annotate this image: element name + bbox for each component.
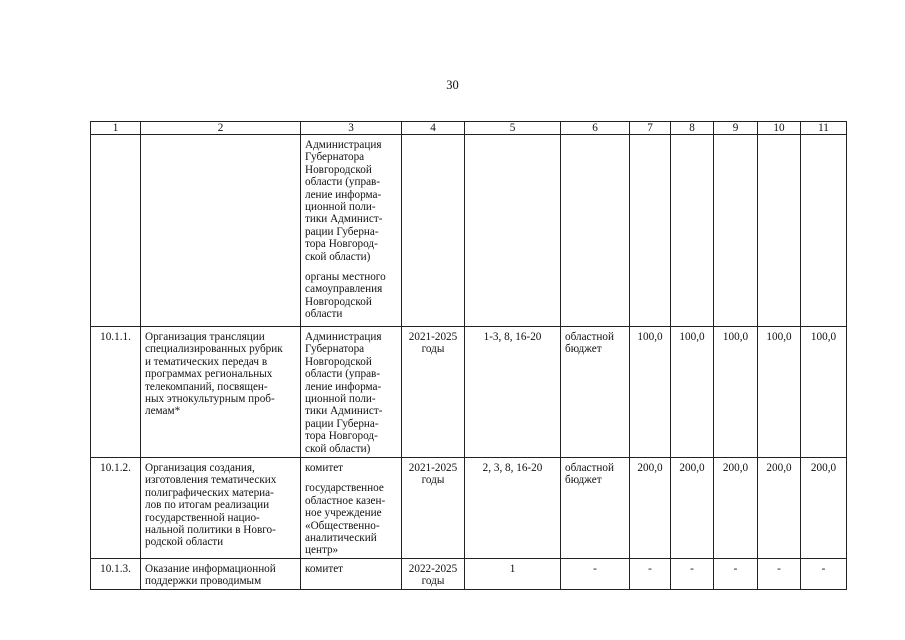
cell-period: 2021-2025 годы	[402, 458, 465, 559]
cell-targets: 1	[465, 558, 561, 589]
table-row-continuation	[91, 135, 847, 327]
cell-y2024: -	[758, 558, 801, 589]
cell-y2021: 200,0	[630, 458, 671, 559]
header-cell-5: 5	[465, 122, 561, 135]
cell-y2024	[758, 135, 801, 327]
cell-y2025: -	[801, 558, 847, 589]
cell-period	[402, 135, 465, 327]
cell-num: 10.1.1.	[91, 327, 141, 458]
header-cell-7: 7	[630, 122, 671, 135]
cell-activity	[141, 135, 301, 327]
cell-num: 10.1.3.	[91, 558, 141, 589]
cell-source	[561, 135, 630, 327]
executor-text: органы местного самоуправления Новгородской области	[305, 271, 386, 321]
cell-activity: Организация создания, изготовления тематических полиграфических материа- лов по итогам реализации государственной нацио- нальной политики в Новго- родской области	[141, 458, 301, 559]
header-cell-8: 8	[671, 122, 714, 135]
executor-text: комитет	[305, 562, 344, 575]
cell-y2023	[714, 135, 758, 327]
cell-period: 2022-2025 годы	[402, 558, 465, 589]
cell-executors	[301, 135, 402, 327]
header-cell-6: 6	[561, 122, 630, 135]
header-cell-10: 10	[758, 122, 801, 135]
cell-y2021: 100,0	[630, 327, 671, 458]
cell-y2025: 100,0	[801, 327, 847, 458]
header-row	[91, 122, 847, 135]
cell-y2025: 200,0	[801, 458, 847, 559]
cell-targets: 2, 3, 8, 16-20	[465, 458, 561, 559]
cell-period: 2021-2025 годы	[402, 327, 465, 458]
cell-y2023: 200,0	[714, 458, 758, 559]
header-cell-4: 4	[402, 122, 465, 135]
executor-text: Администрация Губернатора Новгородской области (управ- ление информа- ционной поли- тики Админист- рации Губерна- тора Новгород- ской области)	[305, 331, 383, 455]
cell-num	[91, 135, 141, 327]
table-row	[91, 327, 847, 458]
cell-y2021	[630, 135, 671, 327]
header-cell-9: 9	[714, 122, 758, 135]
cell-source: областной бюджет	[561, 458, 630, 559]
cell-executors	[301, 458, 402, 559]
cell-source: -	[561, 558, 630, 589]
cell-activity: Организация трансляции специализированных рубрик и тематических передач в программах региональных телекомпаний, посвящен- ных этнокультурным проб- лемам*	[141, 327, 301, 458]
cell-y2025	[801, 135, 847, 327]
cell-y2024: 100,0	[758, 327, 801, 458]
cell-activity: Оказание информационной поддержки проводимым	[141, 558, 301, 589]
program-activities-table	[90, 121, 847, 590]
header-cell-11: 11	[801, 122, 847, 135]
table-row	[91, 558, 847, 589]
cell-y2022	[671, 135, 714, 327]
executor-text: государственное областное казен- ное учреждение «Общественно- аналитический центр»	[305, 482, 386, 557]
header-cell-3: 3	[301, 122, 402, 135]
cell-y2022: -	[671, 558, 714, 589]
cell-num: 10.1.2.	[91, 458, 141, 559]
page-number: 30	[446, 78, 459, 92]
cell-y2023: -	[714, 558, 758, 589]
cell-executors	[301, 327, 402, 458]
cell-y2021: -	[630, 558, 671, 589]
cell-y2022: 200,0	[671, 458, 714, 559]
cell-source: областной бюджет	[561, 327, 630, 458]
cell-targets	[465, 135, 561, 327]
header-cell-1: 1	[91, 122, 141, 135]
cell-y2022: 100,0	[671, 327, 714, 458]
executor-text: комитет	[305, 462, 344, 474]
cell-targets: 1-3, 8, 16-20	[465, 327, 561, 458]
cell-executors	[301, 558, 402, 589]
cell-y2023: 100,0	[714, 327, 758, 458]
table-row	[91, 458, 847, 559]
header-cell-2: 2	[141, 122, 301, 135]
cell-y2024: 200,0	[758, 458, 801, 559]
executor-text: Администрация Губернатора Новгородской области (управ- ление информа- ционной поли- тики Админист- рации Губерна- тора Новгород- ской области)	[305, 139, 383, 263]
